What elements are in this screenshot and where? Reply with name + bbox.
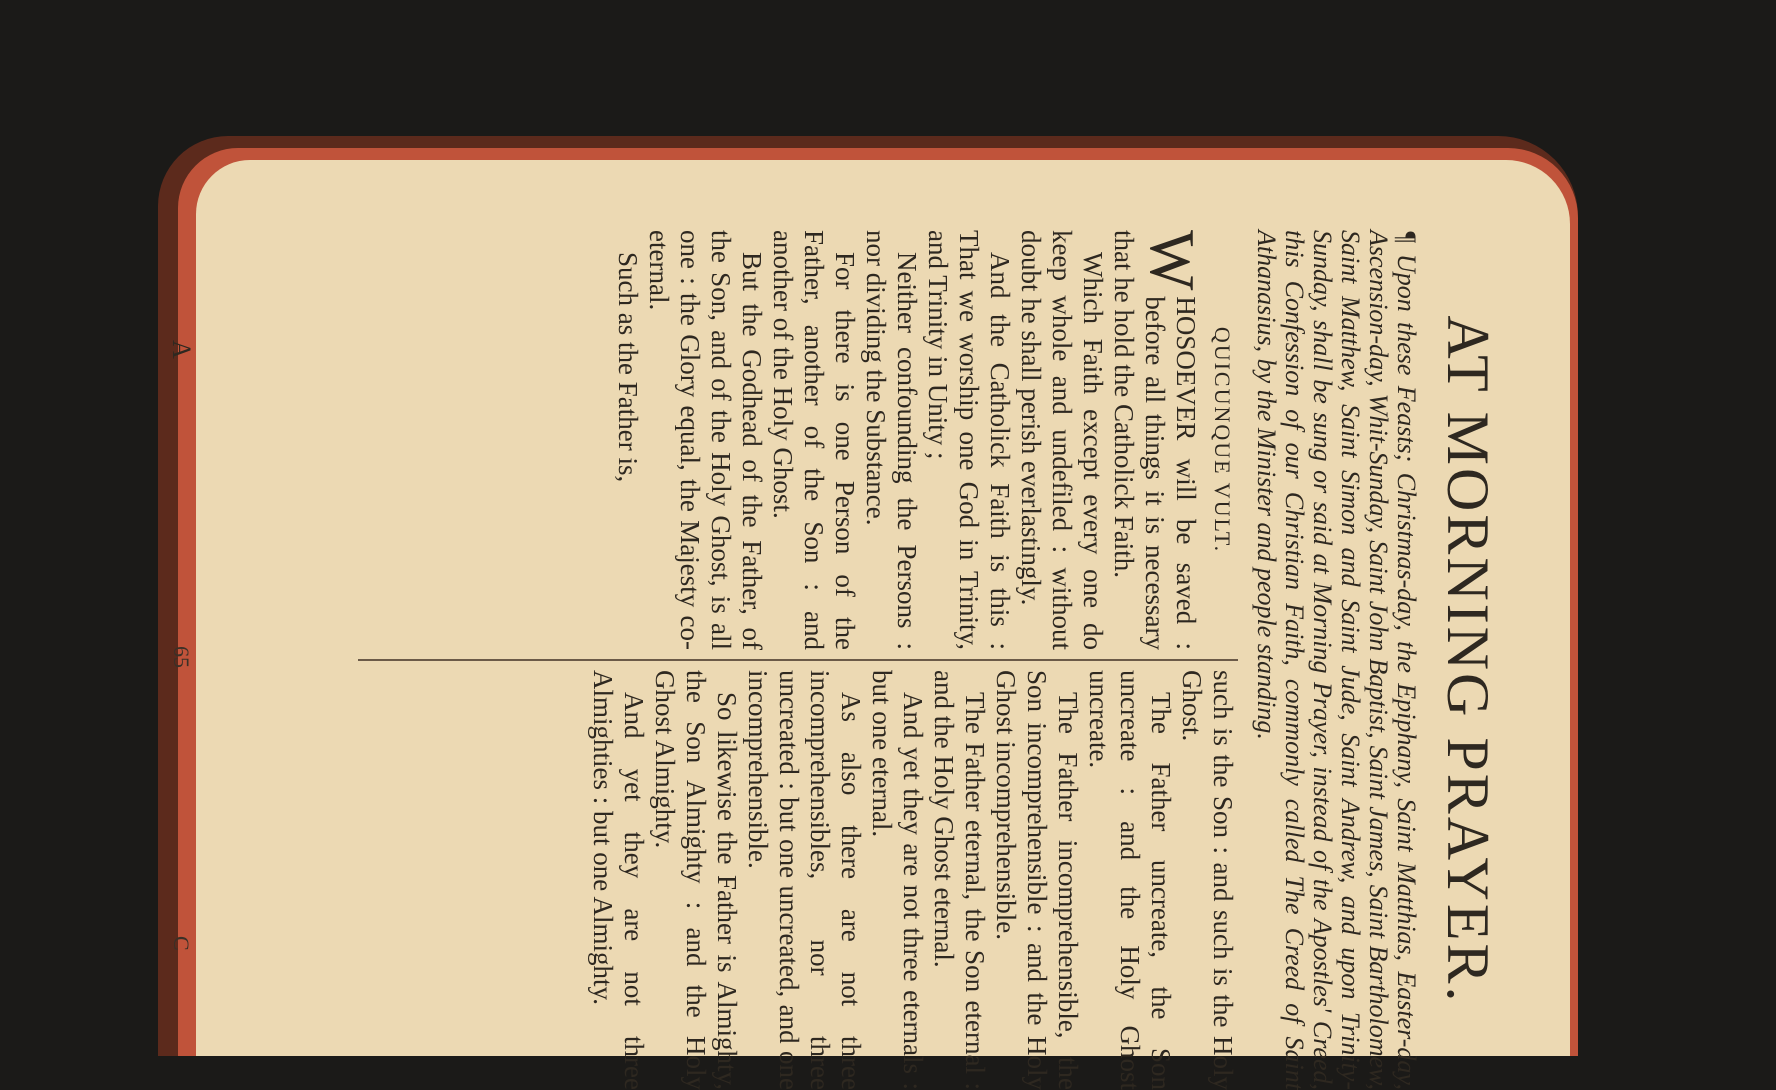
verse: So likewise the Father is Almighty, the Son Almighty : and the Holy Ghost Almighty. xyxy=(650,670,742,1090)
verse: Neither confounding the Persons : nor dividing the Substance. xyxy=(861,230,922,650)
verse: Which Faith except every one do keep whole and undefiled : without doubt he shall perish everlastingly. xyxy=(1016,230,1108,650)
rubric-text: ¶ Upon these Feasts; Christmas-day, the Epiphany, Saint Matthias, Easter-day, Ascension-day, Whit-Sunday, Saint John Baptist, Saint James, Saint Bartholomew, Saint Matthew, Saint Simon and Saint Jude, Saint Andrew, and upon Trinity-Sunday, shall be sung or said at Morning Prayer, instead of the Apostles' Creed, this Confession of our Christian Faith, commonly called The Creed of Saint Athanasius, by the Minister and people standing. xyxy=(1252,230,1421,1090)
verse: The Father eternal, the Son eternal : and the Holy Ghost eternal. xyxy=(929,670,990,1090)
verse: W HOSOEVER will be saved : before all things it is necessary that he hold the Catholick Faith. xyxy=(1109,230,1208,650)
verse: such is the Son : and such is the Holy Ghost. xyxy=(1177,670,1238,1090)
creed-heading: QUICUNQUE VULT. xyxy=(1210,326,1235,554)
column-left xyxy=(358,230,1238,650)
verse: The Father incomprehensible, the Son incomprehensible : and the Holy Ghost incomprehensible. xyxy=(991,670,1083,1090)
verse: But the Godhead of the Father, of the Son, and of the Holy Ghost, is all one : the Glory equal, the Majesty co-eternal. xyxy=(644,230,767,650)
catchword: A xyxy=(167,340,196,359)
page-title: AT MORNING PRAYER. xyxy=(1435,315,1501,1005)
book-page xyxy=(167,160,1570,1090)
signature-mark: C xyxy=(169,936,194,951)
page-number: 65 xyxy=(169,646,194,668)
column-right xyxy=(358,670,1238,1090)
page-content xyxy=(167,230,1501,1090)
verse: And yet they are not three Almighties : but one Almighty. xyxy=(588,670,649,1090)
verse: For there is one Person of the Father, another of the Son : and another of the Holy Ghost. xyxy=(768,230,860,650)
text-columns xyxy=(358,230,1238,1090)
verse: Such as the Father is, xyxy=(613,252,643,483)
verse: And yet they are not three eternals : but one eternal. xyxy=(867,670,928,1090)
verse: As also there are not three incomprehensibles, nor three uncreated : but one uncreated, and one incomprehensible. xyxy=(743,670,866,1090)
verse: The Father uncreate, the Son uncreate : and the Holy Ghost uncreate. xyxy=(1084,670,1176,1090)
dropcap: W xyxy=(1137,230,1208,291)
column-divider xyxy=(358,659,1238,661)
verse: And the Catholick Faith is this : That we worship one God in Trinity, and Trinity in Unity ; xyxy=(923,230,1015,650)
